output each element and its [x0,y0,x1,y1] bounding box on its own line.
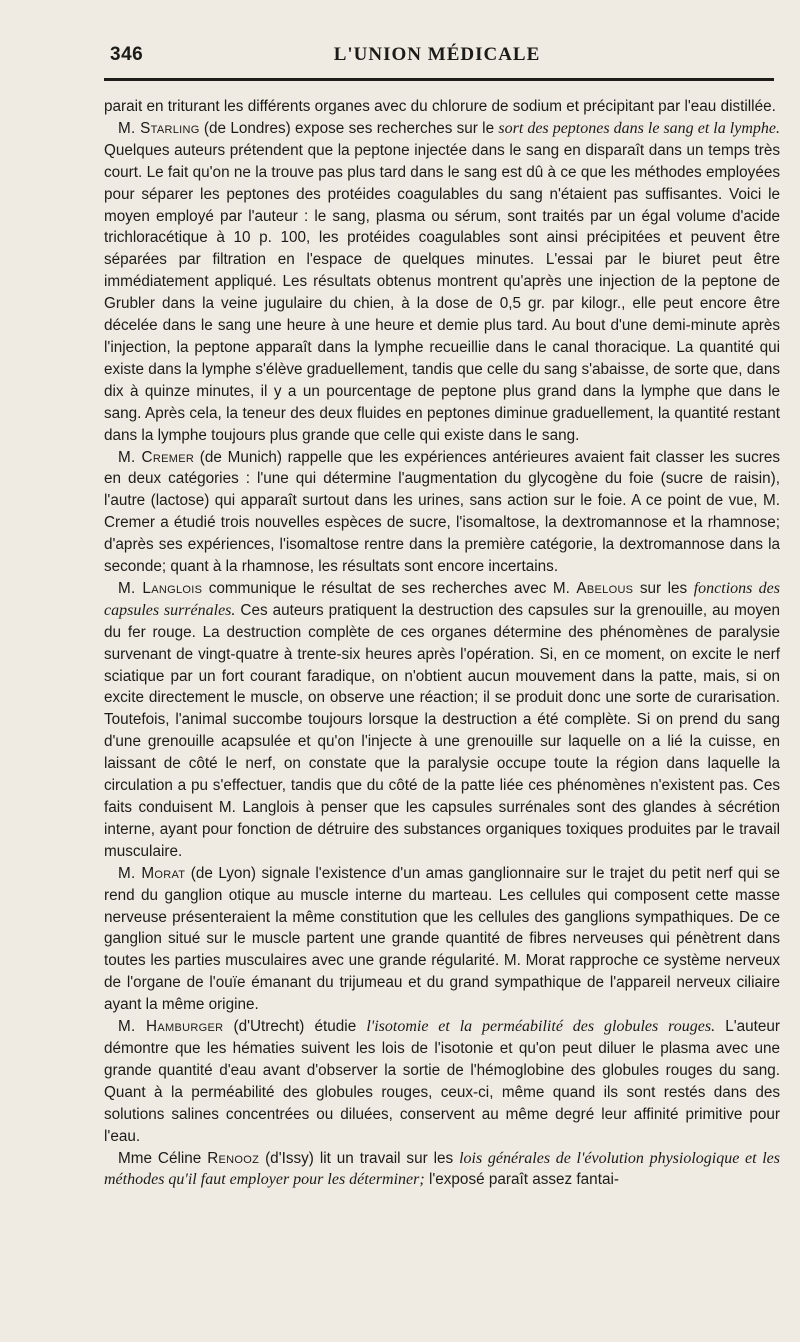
author-name: M. Starling [118,119,200,137]
topic-title: lois générales de l'évolution physiologique et les méthodes qu'il faut employer pour les déterminer; [104,1149,780,1189]
author-name: Renooz [207,1149,260,1167]
author-name: M. Hamburger [118,1018,224,1036]
paragraph-morat [104,863,780,1016]
paragraph-text: (d'Utrecht) étudie [223,1018,367,1036]
running-title: L'UNION MÉDICALE [333,44,541,65]
topic-title: sort des peptones dans le sang et la lymphe. [498,119,780,137]
paragraph-text: Quelques auteurs prétendent que la peptone injectée dans le sang en disparaît dans un temps très court. Le fait qu'on ne la trouve pas plus tard dans le sang est dû à ce que les méthodes employées pour séparer les peptones des protéides coagulables du sang n'étaient pas suffisantes. Voici le moyen employé par l'auteur : le sang, plasma ou sérum, sont traités par un égal volume d'acide trichloracétique à 10 p. 100, les protéides coagulables sont ainsi précipitées et peuvent être séparées par filtration en l'espace de quelques minutes. L'essai par le biuret peut être immédiatement appliqué. Les résultats obtenus montrent qu'après une injection de la peptone de Grubler dans la veine jugulaire du chien, à la dose de 0,5 gr. par kilogr., elle peut encore être décelée dans le sang une heure à une heure et demie plus tard. Au bout d'une demi-minute après l'injection, la peptone apparaît dans la lymphe recueillie dans le canal thoracique. La quantité qui existe dans la lymphe s'élève graduellement, tandis que celle du sang s'abaisse, de sorte que, dans dix à quinze minutes, il y a un pourcentage de peptone plus grand dans la lymphe que dans le sang. Après cela, la teneur des deux fluides en peptones diminue graduellement, la quantité restant dans la lymphe toujours plus grande que celle qui existe dans le sang. [104,141,780,444]
article-body [104,96,780,1191]
paragraph-text: Ces auteurs pratiquent la destruction des capsules sur la grenouille, au moyen du fer rouge. La destruction complète de ces organes détermine des phénomènes de paralysie survenant de vingt-quatre à trente-six heures après l'opération. Si, en ce moment, on excite le nerf sciatique par un fort courant faradique, on n'obtient aucun mouvement dans la patte, mais, si on excite directement le muscle, on observe une réaction; il se produit donc une sorte de curarisation. Toutefois, l'animal succombe toujours lorsque la destruction a été complète. Si on prend du sang d'une grenouille acapsulée et qu'on l'injecte à une grenouille sur laquelle on a lié la cuisse, en laissant de côté le nerf, on constate que la paralysie occupe toute la région dans laquelle la circulation a pu s'effectuer, tandis que du côté de la patte liée ces phénomènes n'existent pas. Ces faits conduisent M. Langlois à penser que les capsules surrénales sont des glandes à sécrétion interne, ayant pour fonction de détruire des substances organiques toxiques produites par le travail musculaire. [104,601,781,860]
paragraph-starling [104,118,780,447]
header-rule [104,78,774,81]
author-name: M. Cremer [118,448,195,466]
paragraph-text: (de Londres) expose ses recherches sur le [199,119,499,137]
paragraph-text: (de Lyon) signale l'existence d'un amas ganglionnaire sur le trajet du petit nerf qui se rend du ganglion otique au muscle interne du marteau. Les cellules qui composent cette masse nerveuse présenteraient la même constitution que les cellules des ganglions sympathiques. De ce ganglion situé sur le muscle partent une grande quantité de fibres nerveuses qui pénètrent dans toutes les parties musculaires avec une grande régularité. M. Morat rapproche ce système nerveux de l'organe de l'ouïe émanant du trijumeau et du grand sympathique de l'appareil nerveux ciliaire ayant la même origine. [104,864,780,1014]
paragraph-text: communique le résultat de ses recherches avec M. [202,579,577,597]
paragraph-langlois [104,578,780,863]
paragraph-cremer [104,447,780,578]
paragraph-text: l'exposé paraît assez fantai- [424,1171,619,1189]
page-header [104,40,770,74]
paragraph-hamburger [104,1016,780,1147]
page-number: 346 [110,44,144,65]
paragraph-text: parait en triturant les différents organes avec du chlorure de sodium et précipitant par l'eau distillée. [104,98,776,115]
topic-title: l'isotomie et la perméabilité des globules rouges. [366,1018,716,1036]
paragraph-text: (d'Issy) lit un travail sur les [259,1149,460,1167]
paragraph-text: L'auteur démontre que les hématies suivent les lois de l'isotonie et qu'on peut diluer le plasma avec une grande quantité d'eau avant d'observer la sortie de l'hémoglobine des globules rouges du sang. Quant à la perméabilité des globules rouges, ceux-ci, même quand ils sont restés dans des solutions salines concentrées ou diluées, conservent au même degré leur affinité primitive pour l'eau. [104,1018,781,1145]
coauthor-name: Abelous [576,579,634,597]
topic-title: fonctions des capsules surrénales. [104,579,780,619]
author-prefix: Mme Céline [118,1149,208,1167]
author-name: M. Morat [118,864,186,882]
paragraph-text: sur les [633,579,694,597]
author-name: M. Langlois [118,579,203,597]
paragraph-continuation [104,96,780,118]
paragraph-text: (de Munich) rappelle que les expériences antérieures avaient fait classer les sucres en deux catégories : l'une qui détermine l'augmentation du glycogène du foie (sucre de raisin), l'autre (lactose) qui apparaît surtout dans les urines, sans action sur le foie. A ce point de vue, M. Cremer a étudié trois nouvelles espèces de sucre, l'isomaltose, la dextromannose et la rhamnose; d'après ses expériences, l'isomaltose rentre dans la première catégorie, la dextromannose dans la seconde; quant à la rhamnose, les résultats sont encore incertains. [104,448,780,576]
paragraph-renooz [104,1148,780,1192]
